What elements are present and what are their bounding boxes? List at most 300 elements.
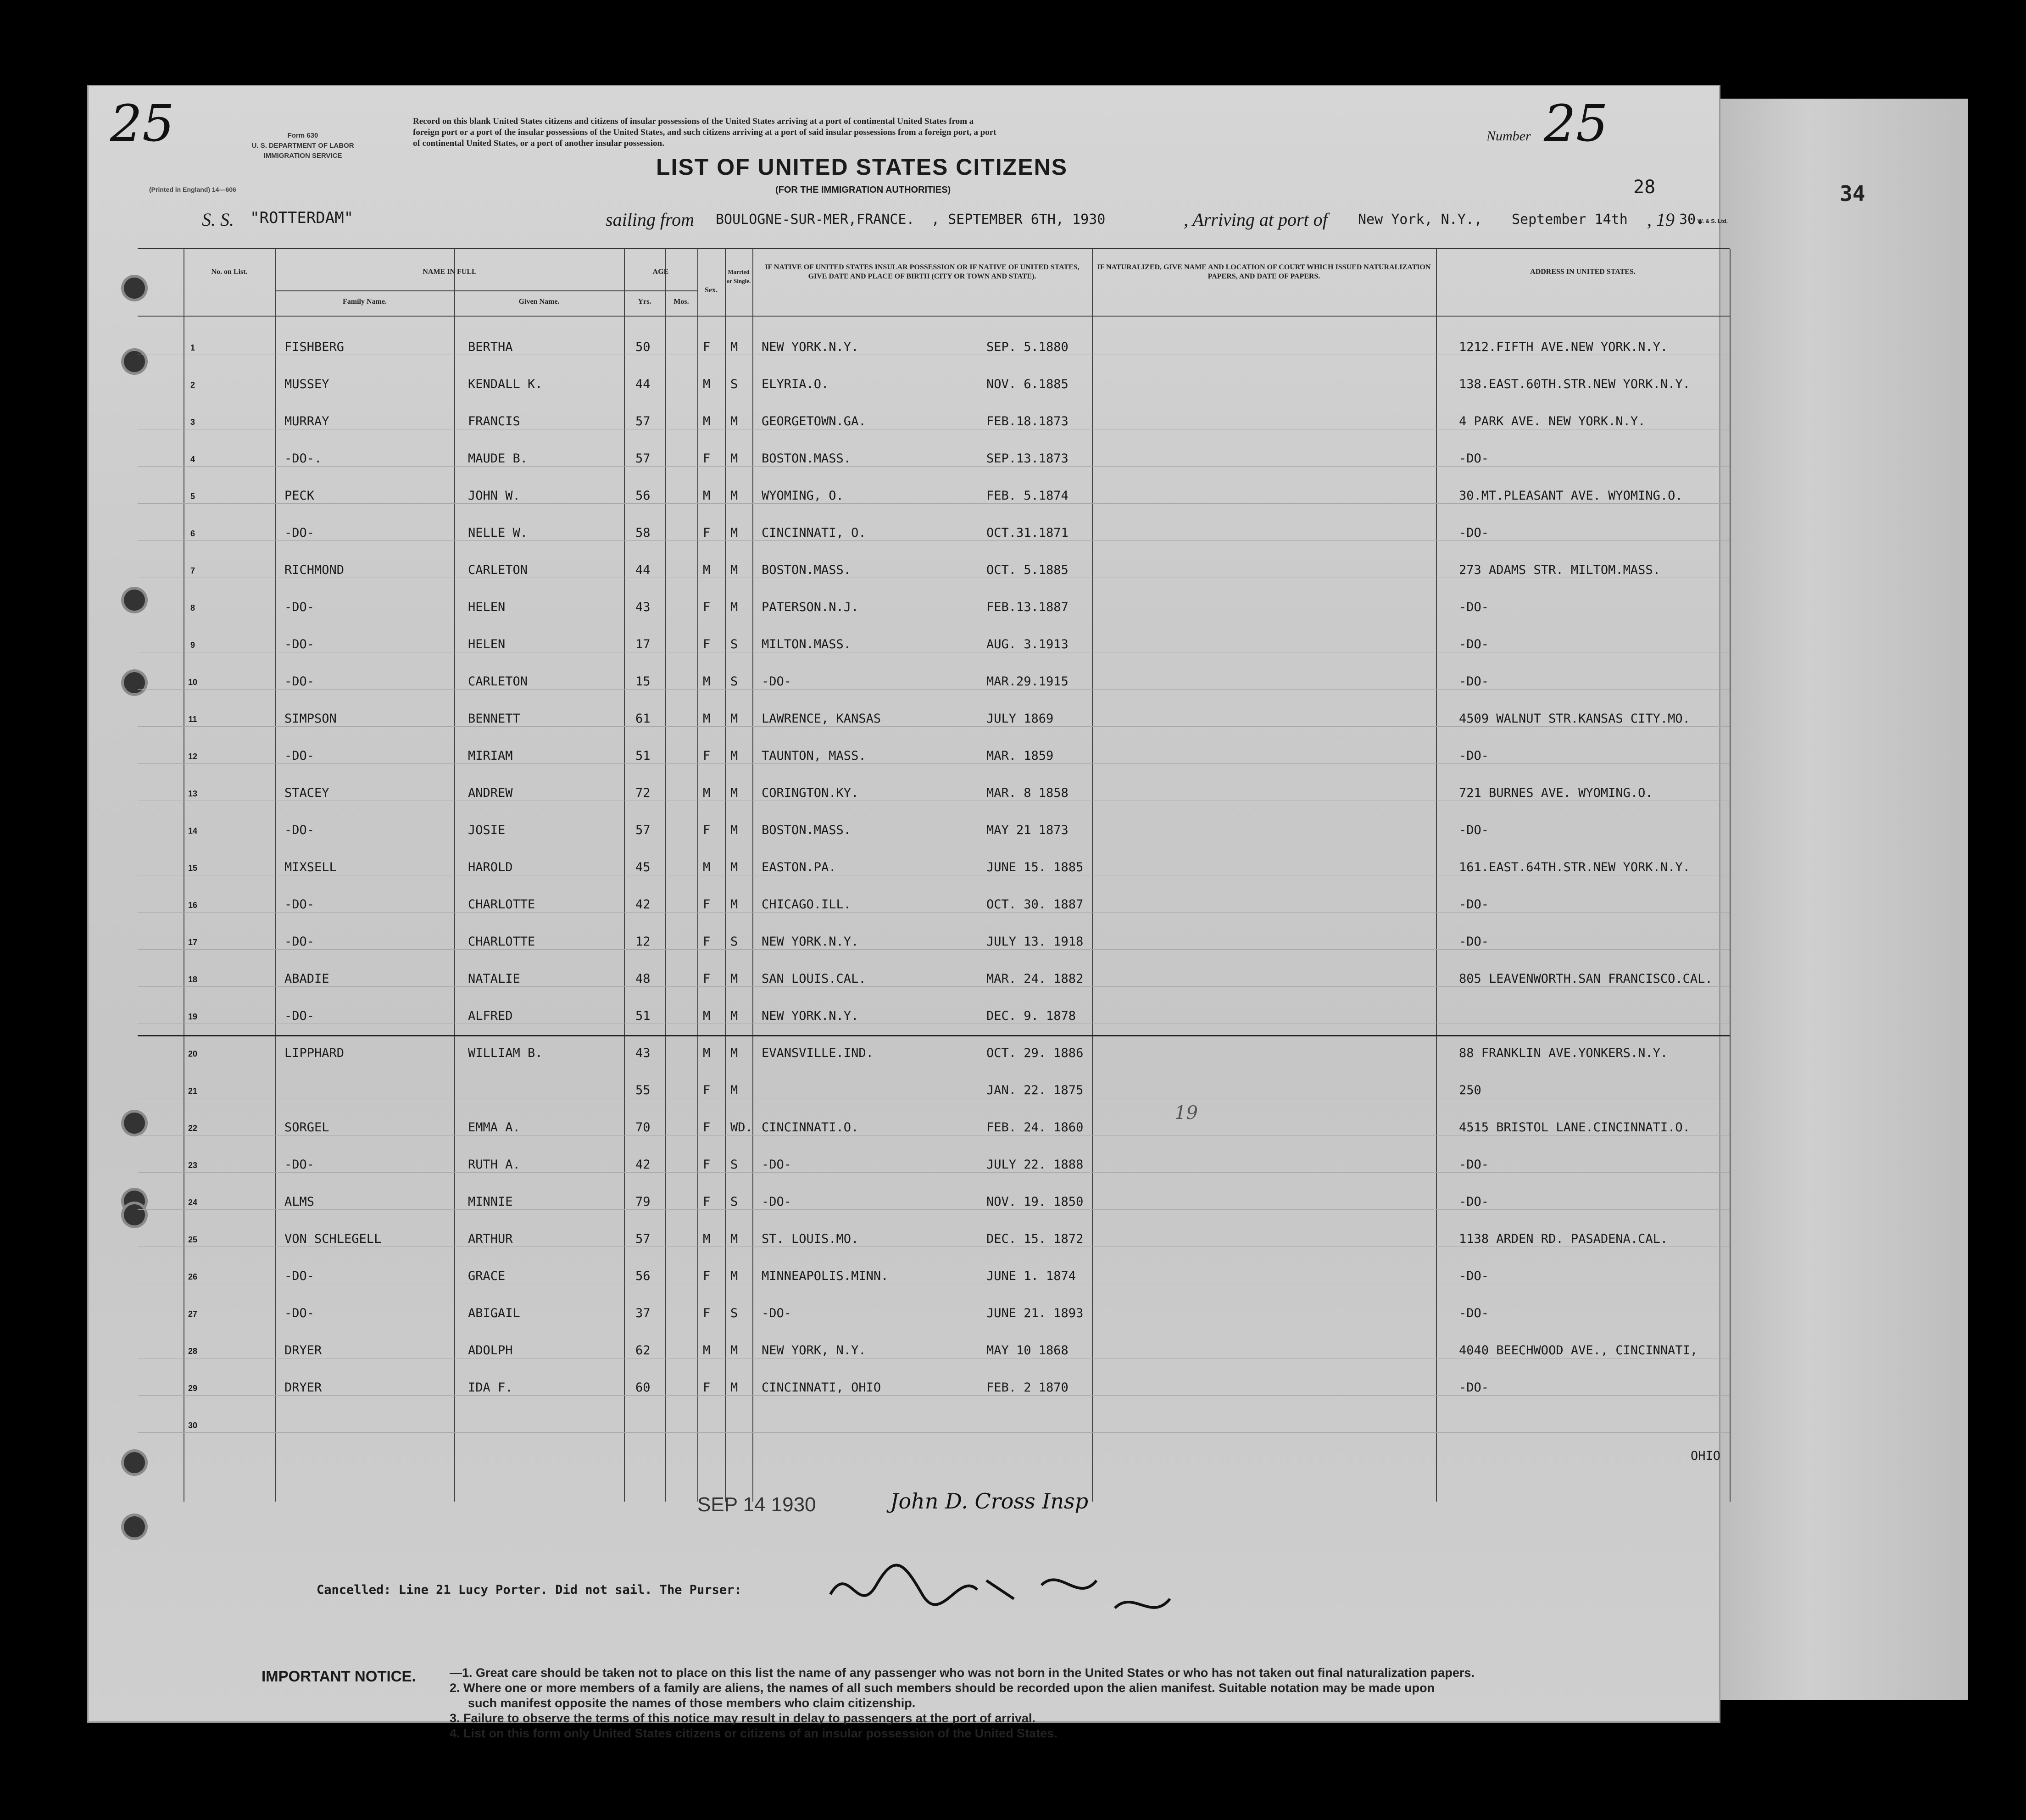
cell-date: AUG. 3.1913 [986, 637, 1069, 651]
table-row [138, 801, 1730, 838]
cell-age: 44 [635, 563, 651, 577]
inspector-signature: John D. Cross Insp [890, 1489, 1089, 1514]
cell-given: ALFRED [468, 1009, 513, 1023]
cell-sex: F [703, 1120, 711, 1135]
margin-note: 19 [1174, 1102, 1198, 1124]
cell-sex: M [703, 489, 711, 503]
cell-given: JOHN W. [468, 489, 520, 503]
cell-family: STACEY [284, 786, 329, 800]
cell-no: 9 [190, 640, 195, 650]
cell-place: NEW YORK, N.Y. [762, 1343, 866, 1358]
arrival-port: New York, N.Y., [1358, 211, 1482, 228]
cell-no: 12 [188, 752, 198, 761]
ship-prefix: S. S. [202, 209, 234, 230]
cell-no: 16 [188, 901, 198, 910]
cell-ms: M [730, 414, 738, 429]
cell-sex: F [703, 1195, 711, 1209]
cell-given: FRANCIS [468, 414, 520, 429]
cell-family: RICHMOND [284, 563, 345, 577]
cell-address: 88 FRANKLIN AVE.YONKERS.N.Y. [1459, 1046, 1668, 1060]
cell-place: -DO- [762, 1195, 792, 1209]
table-row [138, 1098, 1730, 1135]
cell-family: -DO- [284, 935, 315, 949]
cell-address: 1138 ARDEN RD. PASADENA.CAL. [1459, 1232, 1668, 1246]
cell-age: 45 [635, 860, 651, 874]
table-row [138, 875, 1730, 913]
cell-ms: M [730, 526, 738, 540]
cell-given: CARLETON [468, 563, 528, 577]
cell-family: ALMS [284, 1195, 315, 1209]
underlying-page [1702, 99, 1968, 1700]
cell-given: CHARLOTTE [468, 897, 535, 912]
cell-place: EVANSVILLE.IND. [762, 1046, 874, 1060]
cell-given: ABIGAIL [468, 1306, 520, 1320]
cell-sex: M [703, 1343, 711, 1358]
corner-number: 25 [110, 94, 174, 153]
cell-sex: M [703, 377, 711, 391]
cell-given: KENDALL K. [468, 377, 543, 391]
cell-place: CHICAGO.ILL. [762, 897, 852, 912]
cell-sex: F [703, 1306, 711, 1320]
page-subtitle: (FOR THE IMMIGRATION AUTHORITIES) [775, 185, 951, 195]
cell-address: 161.EAST.64TH.STR.NEW YORK.N.Y. [1459, 860, 1690, 874]
cell-given: CARLETON [468, 674, 528, 689]
cell-address: 4509 WALNUT STR.KANSAS CITY.MO. [1459, 712, 1690, 726]
cell-place: ST. LOUIS.MO. [762, 1232, 859, 1246]
cell-no: 5 [190, 492, 195, 501]
cell-family: DRYER [284, 1343, 322, 1358]
number-label: Number [1486, 128, 1531, 144]
cell-age: 51 [635, 1009, 651, 1023]
cell-age: 17 [635, 637, 651, 651]
cell-age: 72 [635, 786, 651, 800]
header-family: Family Name. [343, 298, 387, 306]
cell-date: OCT.31.1871 [986, 526, 1069, 540]
cell-no: 26 [188, 1272, 198, 1281]
cell-ms: M [730, 1083, 738, 1097]
cell-family: -DO- [284, 637, 315, 651]
intro-line: of continental United States, or a port of another insular possession. [413, 139, 664, 148]
cell-no: 15 [188, 863, 198, 873]
cell-ms: M [730, 340, 738, 354]
cell-sex: F [703, 972, 711, 986]
page-number-28: 28 [1633, 177, 1656, 198]
table-row [138, 652, 1730, 690]
cell-age: 56 [635, 1269, 651, 1283]
cell-age: 56 [635, 489, 651, 503]
cell-address: -DO- [1459, 1195, 1489, 1209]
cell-date: SEP. 5.1880 [986, 340, 1069, 354]
cell-age: 55 [635, 1083, 651, 1097]
cell-place: PATERSON.N.J. [762, 600, 859, 614]
cell-ms: M [730, 1343, 738, 1358]
cell-sex: M [703, 786, 711, 800]
cell-date: FEB. 2 1870 [986, 1380, 1069, 1395]
cell-sex: M [703, 1009, 711, 1023]
cell-sex: F [703, 1269, 711, 1283]
cell-sex: F [703, 637, 711, 651]
cell-age: 79 [635, 1195, 651, 1209]
cell-no: 7 [190, 566, 195, 575]
cell-no: 17 [188, 938, 198, 947]
table-row [138, 392, 1730, 429]
cell-address: 4040 BEECHWOOD AVE., CINCINNATI, [1459, 1343, 1698, 1358]
cell-ms: M [730, 823, 738, 837]
cell-no: 25 [188, 1235, 198, 1244]
cell-place: WYOMING, O. [762, 489, 844, 503]
cell-date: FEB.13.1887 [986, 600, 1069, 614]
cell-given: MAUDE B. [468, 451, 528, 466]
cell-place: TAUNTON, MASS. [762, 749, 866, 763]
ship-line [202, 209, 1739, 232]
cell-age: 60 [635, 1380, 651, 1395]
table-row [138, 615, 1730, 652]
cell-age: 42 [635, 897, 651, 912]
cell-no: 4 [190, 455, 195, 464]
cell-family: MURRAY [284, 414, 329, 429]
table-row [138, 318, 1730, 355]
cell-date: JULY 1869 [986, 712, 1054, 726]
intro-line: foreign port or a port of the insular possessions of the United States, and such citizens arriving at a port of said insular possessions from a foreign port, a port [413, 128, 996, 137]
table-row [138, 913, 1730, 950]
cell-given: BENNETT [468, 712, 520, 726]
cell-sex: F [703, 749, 711, 763]
cell-age: 61 [635, 712, 651, 726]
cell-age: 12 [635, 935, 651, 949]
cell-age: 62 [635, 1343, 651, 1358]
notice-title: IMPORTANT NOTICE. [262, 1668, 416, 1685]
cell-given: CHARLOTTE [468, 935, 535, 949]
header-address: ADDRESS IN UNITED STATES. [1530, 268, 1636, 276]
cell-place: BOSTON.MASS. [762, 563, 852, 577]
date-stamp: SEP 14 1930 [697, 1493, 816, 1516]
cell-family: -DO- [284, 1306, 315, 1320]
header-birth: IF NATIVE OF UNITED STATES INSULAR POSSESSION OR IF NATIVE OF UNITED STATES, GIVE DATE AND PLACE OF BIRTH (CITY OR TOWN AND STATE). [765, 263, 1080, 280]
manifest-sheet [87, 85, 1728, 1740]
intro-text [413, 116, 1482, 149]
cell-ms: M [730, 1380, 738, 1395]
cell-place: NEW YORK.N.Y. [762, 1009, 859, 1023]
cell-address: -DO- [1459, 935, 1489, 949]
cell-sex: F [703, 1158, 711, 1172]
cell-sex: F [703, 897, 711, 912]
cell-place: GEORGETOWN.GA. [762, 414, 866, 429]
cell-address: -DO- [1459, 749, 1489, 763]
cell-given: MIRIAM [468, 749, 513, 763]
table-row [138, 950, 1730, 987]
ship-name: "ROTTERDAM" [250, 209, 354, 227]
cell-address: -DO- [1459, 1158, 1489, 1172]
cell-family: MUSSEY [284, 377, 329, 391]
cell-place: MILTON.MASS. [762, 637, 852, 651]
cell-address: -DO- [1459, 823, 1489, 837]
cell-ms: M [730, 1269, 738, 1283]
cell-no: 22 [188, 1124, 198, 1133]
cell-address: 30.MT.PLEASANT AVE. WYOMING.O. [1459, 489, 1683, 503]
cell-no: 14 [188, 826, 198, 835]
cell-family: -DO- [284, 1009, 315, 1023]
cell-address: -DO- [1459, 526, 1489, 540]
cell-family: LIPPHARD [284, 1046, 345, 1060]
cell-ms: S [730, 935, 738, 949]
cell-ms: M [730, 712, 738, 726]
cell-place: CINCINNATI, O. [762, 526, 866, 540]
cell-age: 48 [635, 972, 651, 986]
cell-address: 721 BURNES AVE. WYOMING.O. [1459, 786, 1653, 800]
cell-no: 29 [188, 1384, 198, 1393]
cancellation-note: Cancelled: Line 21 Lucy Porter. Did not sail. The Purser: [317, 1583, 742, 1597]
cell-date: JUNE 21. 1893 [986, 1306, 1084, 1320]
cell-address: 138.EAST.60TH.STR.NEW YORK.N.Y. [1459, 377, 1690, 391]
cell-family: MIXSELL [284, 860, 337, 874]
cell-place: CORINGTON.KY. [762, 786, 859, 800]
table-row [138, 1210, 1730, 1247]
notice-item: 4. List on this form only United States citizens or citizens of an insular possession of the United States. [450, 1726, 1058, 1740]
cell-ms: M [730, 451, 738, 466]
cell-ms: M [730, 860, 738, 874]
cell-ms: S [730, 377, 738, 391]
cell-date: DEC. 9. 1878 [986, 1009, 1076, 1023]
cell-age: 44 [635, 377, 651, 391]
cell-date: JULY 22. 1888 [986, 1158, 1084, 1172]
cell-age: 57 [635, 451, 651, 466]
table-row [138, 541, 1730, 578]
form-meta [211, 131, 395, 161]
cell-address: 4515 BRISTOL LANE.CINCINNATI.O. [1459, 1120, 1690, 1135]
cell-family: VON SCHLEGELL [284, 1232, 382, 1246]
cell-sex: F [703, 823, 711, 837]
cell-date: JAN. 22. 1875 [986, 1083, 1084, 1097]
table-row [138, 1173, 1730, 1210]
header-married: Married or Single. [726, 268, 751, 284]
notice-item: such manifest opposite the names of those members who claim citizenship. [468, 1696, 916, 1710]
cell-sex: F [703, 1083, 711, 1097]
cell-address: -DO- [1459, 637, 1489, 651]
cell-age: 37 [635, 1306, 651, 1320]
sailing-date: , SEPTEMBER 6TH, 1930 [931, 211, 1106, 228]
cell-no: 20 [188, 1049, 198, 1058]
cell-date: OCT. 5.1885 [986, 563, 1069, 577]
cell-sex: F [703, 600, 711, 614]
cell-given: NATALIE [468, 972, 520, 986]
cell-no: 30 [188, 1421, 198, 1430]
cell-ms: M [730, 1009, 738, 1023]
cell-place: SAN LOUIS.CAL. [762, 972, 866, 986]
cell-date: SEP.13.1873 [986, 451, 1069, 466]
cell-address: -DO- [1459, 1306, 1489, 1320]
cell-family: SIMPSON [284, 712, 337, 726]
cell-ms: M [730, 1046, 738, 1060]
cell-age: 57 [635, 823, 651, 837]
cell-family: PECK [284, 489, 315, 503]
cell-date: NOV. 19. 1850 [986, 1195, 1084, 1209]
cell-ms: M [730, 600, 738, 614]
cell-no: 24 [188, 1198, 198, 1207]
cell-no: 6 [190, 529, 195, 538]
arrival-year: 30. [1679, 211, 1704, 228]
cell-given: MINNIE [468, 1195, 513, 1209]
header-age: AGE [652, 268, 669, 276]
cell-date: MAR.29.1915 [986, 674, 1069, 689]
cell-given: JOSIE [468, 823, 506, 837]
department: U. S. DEPARTMENT OF LABOR [251, 142, 354, 150]
header-yrs: Yrs. [638, 298, 651, 306]
table-row [138, 504, 1730, 541]
cell-place: CINCINNATI, OHIO [762, 1380, 881, 1395]
notice-list [450, 1665, 1789, 1741]
table-row [138, 1247, 1730, 1284]
table-row [138, 690, 1730, 727]
cell-family: SORGEL [284, 1120, 329, 1135]
cell-date: DEC. 15. 1872 [986, 1232, 1084, 1246]
table-row [138, 1284, 1730, 1321]
purser-signature [821, 1553, 1234, 1645]
sailing-from: BOULOGNE-SUR-MER,FRANCE. [716, 211, 915, 228]
cell-no: 28 [188, 1347, 198, 1356]
cell-place: -DO- [762, 674, 792, 689]
cell-age: 42 [635, 1158, 651, 1172]
table-row [138, 1061, 1730, 1098]
table-row [138, 1358, 1730, 1396]
table-row [138, 355, 1730, 392]
cell-age: 70 [635, 1120, 651, 1135]
cell-family: -DO- [284, 897, 315, 912]
cell-date: FEB.18.1873 [986, 414, 1069, 429]
cell-date: OCT. 29. 1886 [986, 1046, 1084, 1060]
cell-ms: WD. [730, 1120, 753, 1135]
cell-family: -DO- [284, 823, 315, 837]
header-mos: Mos. [673, 298, 689, 306]
cell-ms: S [730, 1158, 738, 1172]
cell-family: ABADIE [284, 972, 329, 986]
number-value: 25 [1544, 94, 1608, 153]
cell-family: -DO- [284, 600, 315, 614]
cell-ms: M [730, 897, 738, 912]
cell-no: 8 [190, 603, 195, 612]
cell-ms: M [730, 1232, 738, 1246]
cell-family: FISHBERG [284, 340, 345, 354]
cell-given: GRACE [468, 1269, 506, 1283]
cell-address: 250 [1459, 1083, 1481, 1097]
cell-no: 1 [190, 343, 195, 352]
cell-family: -DO- [284, 1158, 315, 1172]
form-number: Form 630 [287, 132, 318, 139]
cell-date: JUNE 1. 1874 [986, 1269, 1076, 1283]
cell-ms: M [730, 489, 738, 503]
cell-ms: M [730, 749, 738, 763]
cell-place: LAWRENCE, KANSAS [762, 712, 881, 726]
cell-given: BERTHA [468, 340, 513, 354]
cell-date: FEB. 5.1874 [986, 489, 1069, 503]
cell-place: MINNEAPOLIS.MINN. [762, 1269, 889, 1283]
page-title: LIST OF UNITED STATES CITIZENS [656, 154, 1068, 180]
cell-age: 57 [635, 414, 651, 429]
cell-place: -DO- [762, 1306, 792, 1320]
cell-date: MAY 10 1868 [986, 1343, 1069, 1358]
cell-address: -DO- [1459, 897, 1489, 912]
cell-ms: M [730, 563, 738, 577]
cell-given: IDA F. [468, 1380, 513, 1395]
cell-date: OCT. 30. 1887 [986, 897, 1084, 912]
cell-ms: S [730, 1306, 738, 1320]
cell-date: JUNE 15. 1885 [986, 860, 1084, 874]
printer-mark: W. & S. Ltd. [1698, 218, 1728, 224]
arriving-label: , Arriving at port of [1184, 209, 1328, 230]
cell-ms: S [730, 1195, 738, 1209]
cell-address: 1212.FIFTH AVE.NEW YORK.N.Y. [1459, 340, 1668, 354]
cell-sex: F [703, 935, 711, 949]
cell-place: ELYRIA.O. [762, 377, 829, 391]
cell-place: EASTON.PA. [762, 860, 836, 874]
cell-no: 10 [188, 678, 198, 687]
cell-date: FEB. 24. 1860 [986, 1120, 1084, 1135]
table-row [138, 578, 1730, 615]
cell-given: HAROLD [468, 860, 513, 874]
cell-no: 21 [188, 1086, 198, 1096]
cell-address: -DO- [1459, 600, 1489, 614]
cell-date: MAR. 8 1858 [986, 786, 1069, 800]
cell-no: 2 [190, 380, 195, 390]
table-row [138, 987, 1730, 1024]
cell-age: 58 [635, 526, 651, 540]
cell-given: NELLE W. [468, 526, 528, 540]
table-row [138, 1396, 1730, 1433]
cell-no: 13 [188, 789, 198, 798]
intro-line: Record on this blank United States citizens and citizens of insular possessions of the United States arriving at a port of continental United States from a [413, 117, 974, 126]
cell-sex: M [703, 674, 711, 689]
table-row [138, 764, 1730, 801]
cell-date: MAR. 24. 1882 [986, 972, 1084, 986]
cell-sex: M [703, 563, 711, 577]
table-row [138, 1321, 1730, 1358]
cell-address: -DO- [1459, 451, 1489, 466]
cell-given: WILLIAM B. [468, 1046, 543, 1060]
notice-item: 2. Where one or more members of a family are aliens, the names of all such members should be recorded upon the alien manifest. Suitable notation may be made upon [450, 1681, 1435, 1695]
service: IMMIGRATION SERVICE [263, 152, 342, 160]
passenger-table [138, 248, 1730, 1502]
cell-given: HELEN [468, 600, 506, 614]
year-label: , 19 [1647, 209, 1675, 230]
cell-ms: S [730, 637, 738, 651]
cell-age: 15 [635, 674, 651, 689]
cell-age: 57 [635, 1232, 651, 1246]
notice-item: —1. Great care should be taken not to place on this list the name of any passenger who was not born in the United States or who has not taken out final naturalization papers. [450, 1666, 1475, 1680]
cell-sex: M [703, 860, 711, 874]
cell-address: -DO- [1459, 1269, 1489, 1283]
cell-no: 18 [188, 975, 198, 984]
table-row [138, 727, 1730, 764]
cell-family: -DO- [284, 526, 315, 540]
cell-sex: F [703, 340, 711, 354]
cell-ms: S [730, 674, 738, 689]
cell-age: 51 [635, 749, 651, 763]
header-given: Given Name. [518, 298, 560, 306]
cell-place: NEW YORK.N.Y. [762, 935, 859, 949]
cell-date: MAR. 1859 [986, 749, 1054, 763]
table-row [138, 1135, 1730, 1173]
cell-address: 805 LEAVENWORTH.SAN FRANCISCO.CAL. [1459, 972, 1713, 986]
cell-family: -DO- [284, 674, 315, 689]
cell-place: BOSTON.MASS. [762, 823, 852, 837]
cell-address: 4 PARK AVE. NEW YORK.N.Y. [1459, 414, 1646, 429]
punch-hole [124, 1516, 145, 1537]
cell-address: 273 ADAMS STR. MILTOM.MASS. [1459, 563, 1660, 577]
cell-sex: M [703, 1232, 711, 1246]
cell-given: ADOLPH [468, 1343, 513, 1358]
cell-date: JULY 13. 1918 [986, 935, 1084, 949]
cell-sex: F [703, 451, 711, 466]
cell-place: CINCINNATI.O. [762, 1120, 859, 1135]
